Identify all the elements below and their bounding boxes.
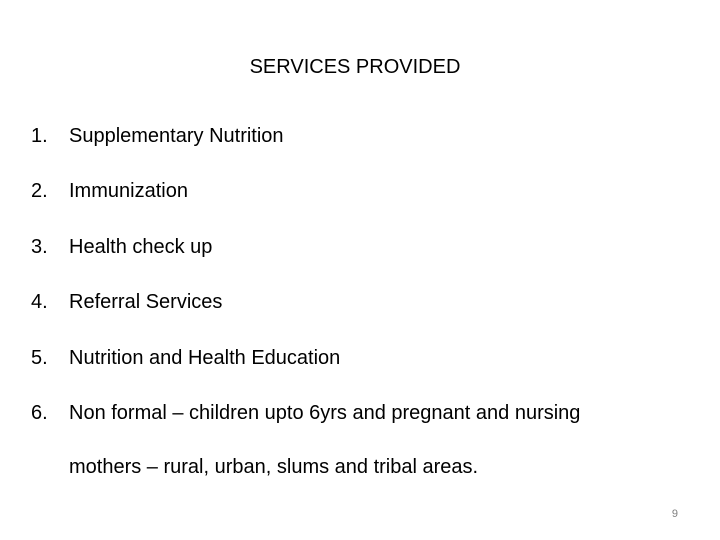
- list-item-number: 5.: [31, 347, 48, 369]
- list-item-text: Immunization: [69, 180, 188, 202]
- list-item-text: Health check up: [69, 236, 213, 258]
- list-item: [31, 399, 580, 427]
- slide-title: SERVICES PROVIDED: [249, 56, 461, 78]
- list-item-continuation: mothers – rural, urban, slums and tribal areas.: [69, 456, 479, 478]
- list-item-text: Nutrition and Health Education: [69, 347, 341, 369]
- list-item-number: 6.: [31, 402, 48, 424]
- list-item-number: 2.: [31, 180, 48, 202]
- list-item-number: 4.: [31, 291, 48, 313]
- list-item: [31, 233, 212, 261]
- list-item-text: Referral Services: [69, 291, 223, 313]
- list-item: [31, 344, 340, 372]
- list-item-text: Supplementary Nutrition: [69, 125, 284, 147]
- list-item: [31, 288, 222, 316]
- list-item-number: 1.: [31, 125, 48, 147]
- page-number: 9: [671, 508, 678, 520]
- list-item: [31, 177, 188, 205]
- list-item: [31, 122, 284, 150]
- list-item-number: 3.: [31, 236, 48, 258]
- list-item-text: Non formal – children upto 6yrs and pregnant and nursing: [69, 402, 581, 424]
